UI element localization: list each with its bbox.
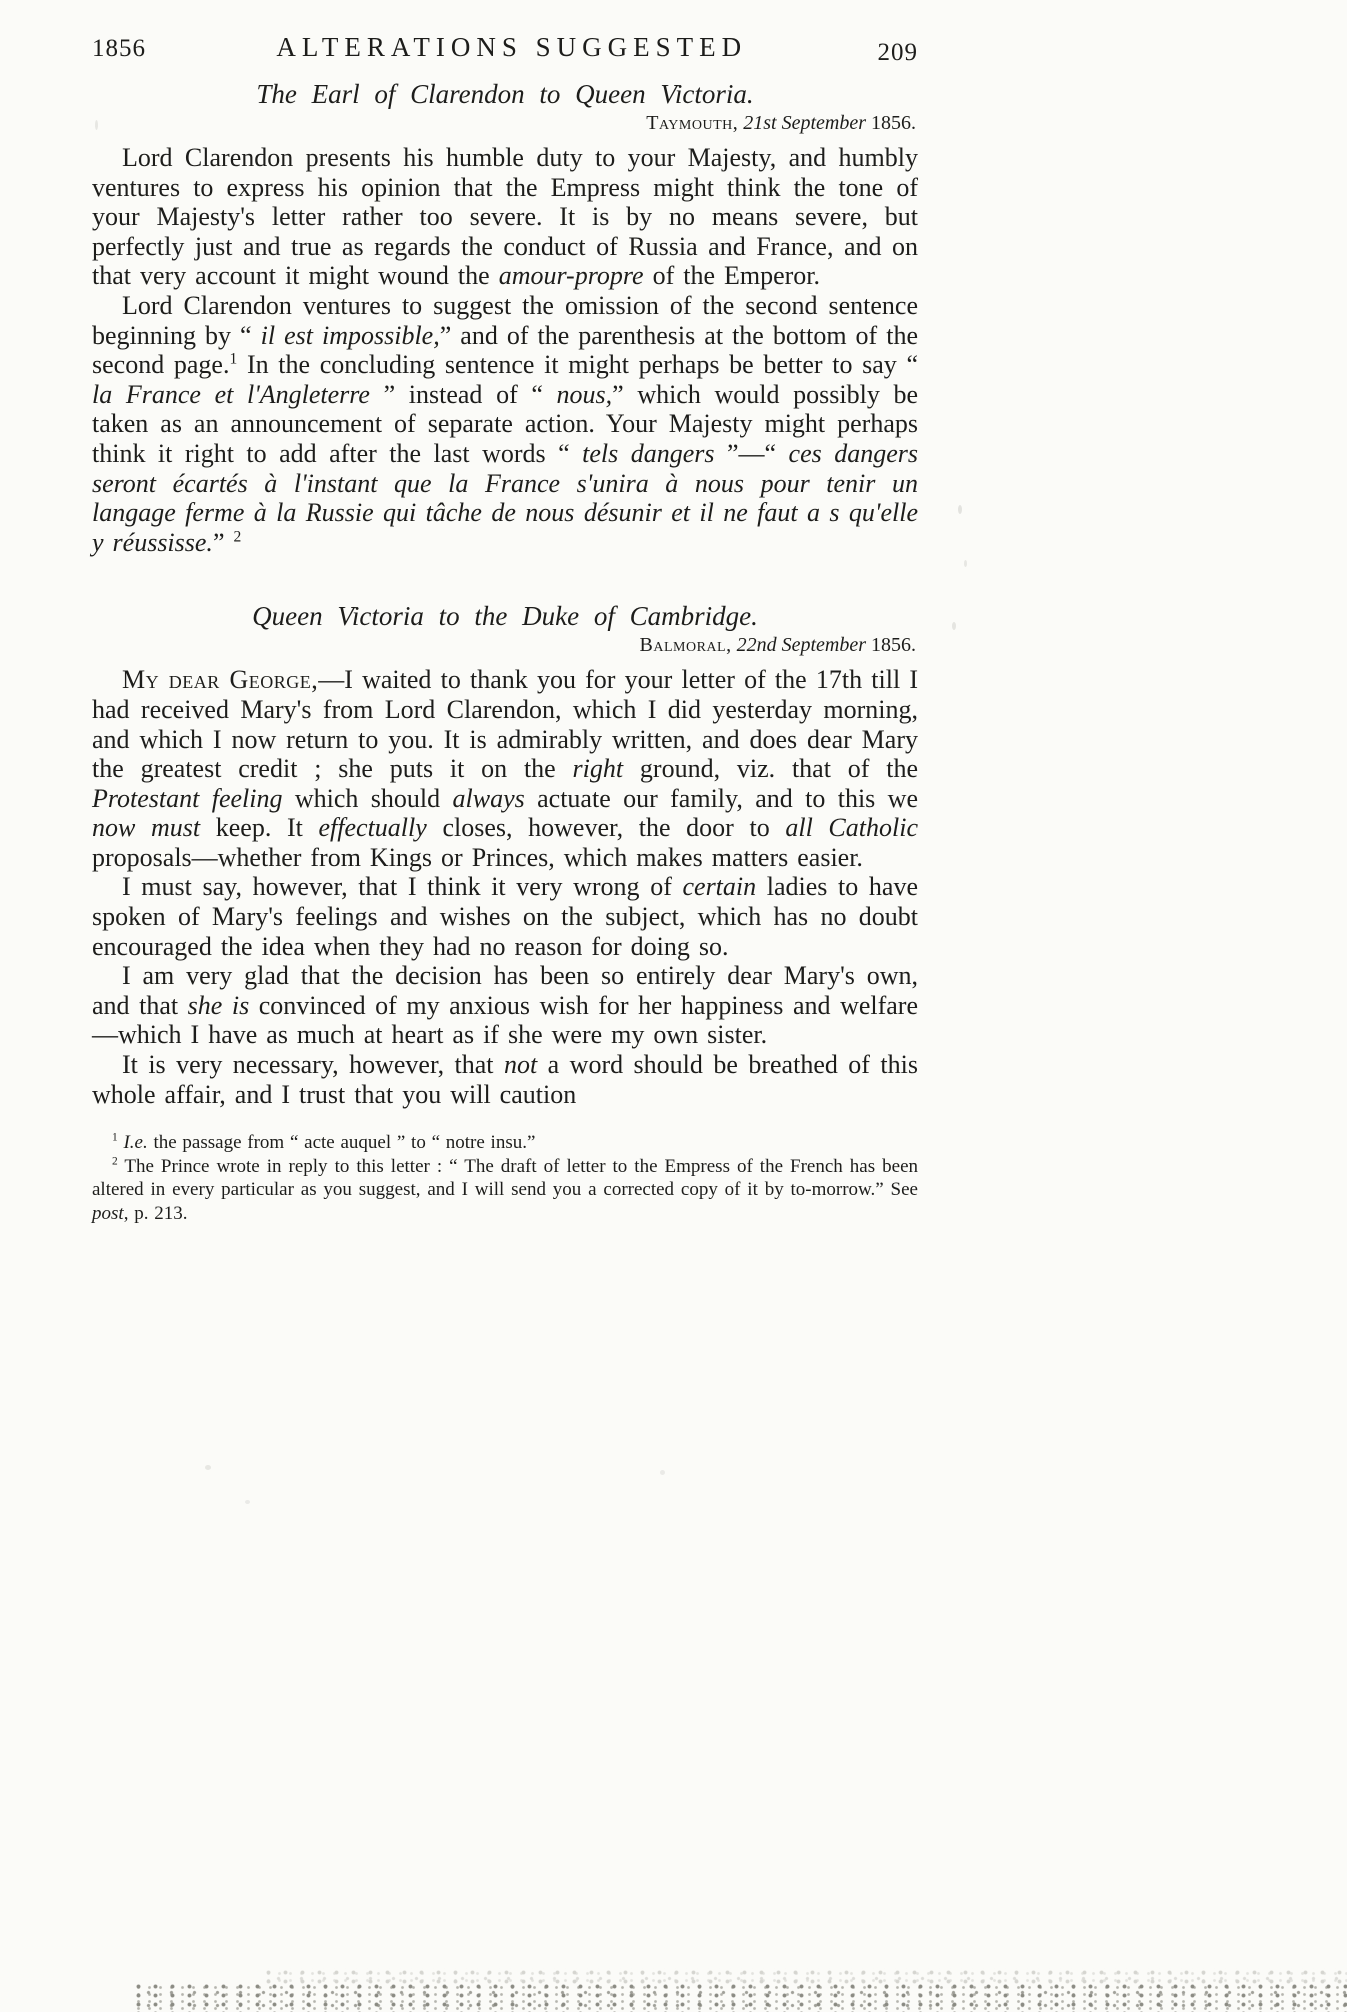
paragraph: It is very necessary, however, that not a word should be breathed of this whole affair, and I trust that you will caution [92, 1050, 918, 1109]
header-page-number: 209 [877, 39, 918, 66]
header-title: ALTERATIONS SUGGESTED [276, 32, 748, 62]
letter-dateline: Taymouth, 21st September 1856. [646, 112, 916, 134]
header-year: 1856 [92, 35, 146, 62]
letter-heading: Queen Victoria to the Duke of Cambridge. [252, 601, 758, 632]
scan-speck [245, 1500, 250, 1504]
scan-speck [95, 120, 98, 130]
footnotes [92, 1131, 918, 1225]
letter-victoria-to-cambridge [92, 601, 918, 1109]
letter-dateline: Balmoral, 22nd September 1856. [639, 634, 916, 657]
scan-speck [952, 622, 956, 630]
letter-heading: The Earl of Clarendon to Queen Victoria. [256, 79, 754, 109]
scan-speck [660, 1470, 665, 1475]
scan-speck [958, 505, 962, 514]
paragraph: Lord Clarendon presents his humble duty to your Majesty, and humbly ventures to express his opinion that the Empress might think the tone of your Majesty's letter rather too severe. It is by no means severe, but perfectly just and true as regards the conduct of Russia and France, and on that very account it might wound the amour-propre of the Emperor. [92, 143, 918, 291]
footnote: $^2$ The Prince wrote in reply to this letter : “ The draft of letter to the Empress of the French has been altered in every particular as you suggest, and I will send you a corrected copy of it by to-morrow.” See post, p. 213. [92, 1155, 918, 1224]
scan-speck [964, 560, 967, 567]
paragraph: I must say, however, that I think it very wrong of certain ladies to have spoken of Mary's feelings and wishes on the subject, which has no doubt encouraged the idea when they had no reason for doing so. [92, 872, 918, 961]
page-content [92, 32, 918, 1225]
paragraph: I am very glad that the decision has been so entirely dear Mary's own, and that she is convinced of my anxious wish for her happiness and welfare—which I have as much at heart as if she were my own sister. [92, 961, 919, 1050]
scan-edge-noise [130, 1982, 1347, 2012]
footnote: $^1$ I.e. the passage from “ acte auquel ” to “ notre insu.” [112, 1131, 536, 1154]
running-header [92, 32, 918, 66]
paragraph: Lord Clarendon ventures to suggest the omission of the second sentence beginning by “ il est impossible,” and of the parenthesis at the bottom of the second page.$^1$ In the concluding sentence it might perhaps be better to say “ la France et l'Angleterre ” instead of “ nous,” which would possibly be taken as an announcement of separate action. Your Majesty might perhaps think it right to add after the last words “ tels dangers ”—“ ces dangers seront écartés à l'instant que la France s'unira à nous pour tenir un langage ferme à la Russie qui tâche de nous désunir et il ne faut a s qu'elle y réussisse.” $^2$ [92, 290, 919, 557]
letter-clarendon-to-victoria [92, 79, 918, 557]
scan-speck [205, 1465, 211, 1470]
paragraph: My dear George,—I waited to thank you for your letter of the 17th till I had received Mary's from Lord Clarendon, which I did yesterday morning, and which I now return to you. It is admirably written, and does dear Mary the greatest credit ; she puts it on the right ground, viz. that of the Protestant feeling which should always actuate our family, and to this we now must keep. It effectually closes, however, the door to all Catholic proposals—whether from Kings or Princes, which makes matters easier. [92, 665, 919, 872]
